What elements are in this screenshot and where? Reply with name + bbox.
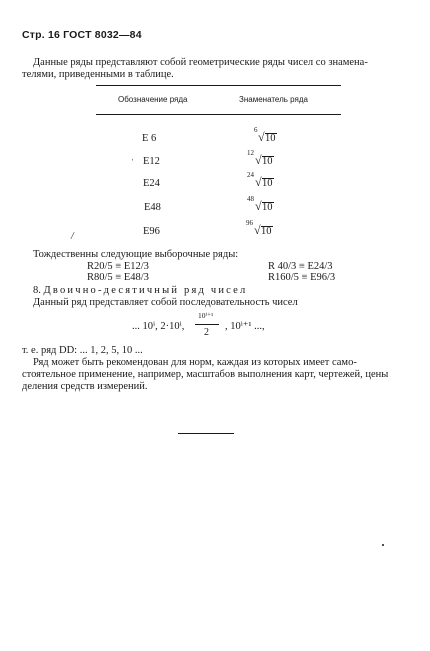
radical-sign-icon: √ [255,175,262,189]
paragraph-line-3: деления средств измерений. [22,381,148,392]
section-text: Данный ряд представляет собой последовательность чисел [33,297,298,308]
identity-right-2: R160/5 ≡ E96/3 [268,272,336,283]
root-index: 6 [254,126,258,134]
radical-sign-icon: √ [258,130,265,144]
radical-sign-icon: √ [254,223,261,237]
root-index: 12 [247,149,254,157]
table-header-rule [96,114,341,115]
col-header-ratio: Знаменатель ряда [239,95,308,104]
series-cell: E 6 [142,133,157,144]
stray-dot [382,544,384,546]
series-cell: E24 [143,178,160,189]
intro-line-1: Данные ряды представляют собой геометрические ряды чисел со знамена- [33,57,368,68]
section-heading [33,285,247,298]
col-header-series: Обозначение ряда [118,95,188,104]
paragraph-line-2: стоятельное применение, например, масштабов выполнения карт, чертежей, цены [22,369,389,380]
series-cell: E48 [144,202,161,213]
series-cell: E96 [143,226,160,237]
stray-mark: ˌ [131,150,135,161]
identity-left-2: R80/5 ≡ E48/3 [87,272,149,283]
formula-right: , 10ⁱ⁺¹ ..., [225,321,265,332]
paragraph-line-1: Ряд может быть рекомендован для норм, каждая из которых имеет само- [33,357,357,368]
section-number: 8. [33,285,41,296]
stray-mark: / [71,231,74,242]
radicand: 10 [261,226,272,237]
example-line: т. е. ряд DD: ... 1, 2, 5, 10 ... [22,345,143,356]
fraction-bar [195,324,219,325]
page-header: Стр. 16 ГОСТ 8032—84 [22,29,142,41]
root-index: 48 [247,195,254,203]
end-rule [178,433,234,434]
radicand: 10 [262,156,273,167]
section-title: Двоично-десятичный ряд чисел [43,285,248,296]
formula-left: ... 10ⁱ, 2·10ⁱ, [132,321,185,332]
identical-title: Тождественны следующие выборочные ряды: [33,249,239,260]
root-index: 24 [247,171,254,179]
intro-line-2: телями, приведенными в таблице. [22,69,174,80]
fraction-numerator: 10ⁱ⁺¹ [198,311,214,320]
radicand: 10 [262,202,273,213]
radicand: 10 [262,178,273,189]
table-top-rule [96,85,341,86]
identity-right-1: R 40/3 ≡ E24/3 [268,261,333,272]
root-index: 96 [246,219,253,227]
identity-left-1: R20/5 ≡ E12/3 [87,261,149,272]
fraction-denominator: 2 [204,327,209,338]
radical-sign-icon: √ [255,153,262,167]
radicand: 10 [265,133,276,144]
series-cell: E12 [143,156,160,167]
radical-sign-icon: √ [255,199,262,213]
